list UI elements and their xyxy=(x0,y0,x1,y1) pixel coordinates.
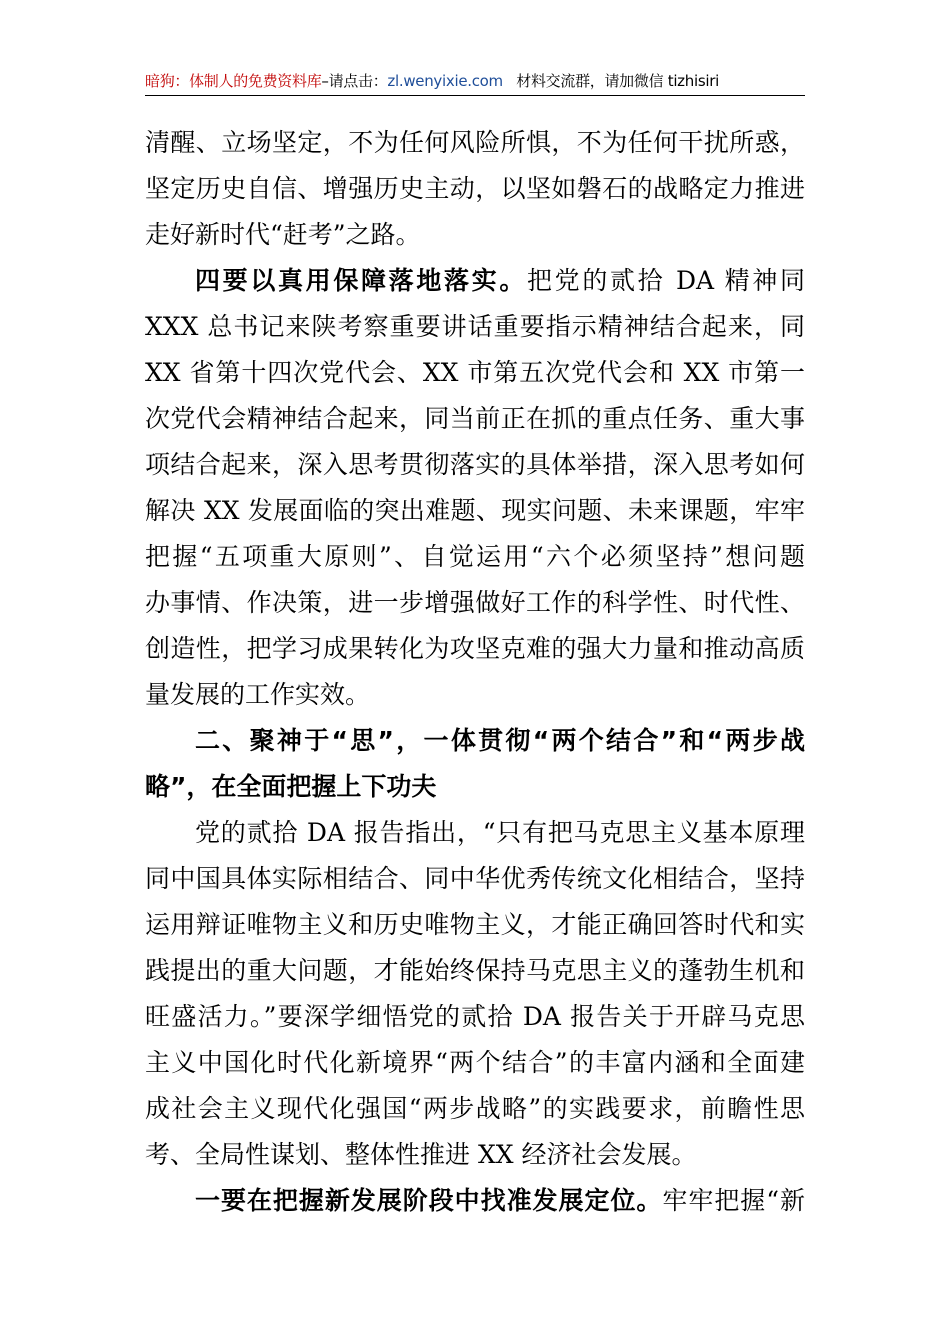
text-line: 走好新时代“赶考”之路。 xyxy=(145,220,421,249)
paragraph-lead-rest: 牢牢把握“新 xyxy=(662,1186,805,1215)
text-line: 成社会主义现代化强国“两步战略”的实践要求，前瞻性思 xyxy=(145,1094,805,1123)
text-line: XXX 总书记来陕考察重要讲话重要指示精神结合起来，同 xyxy=(145,312,805,341)
document-body xyxy=(145,120,805,1224)
text-line: 坚定历史自信、增强历史主动，以坚如磐石的战略定力推进 xyxy=(145,174,805,203)
paragraph-lead: 一要在把握新发展阶段中找准发展定位。 xyxy=(195,1186,663,1215)
document-header xyxy=(145,68,805,94)
group-label: 材料交流群，请加微信 tizhisiri xyxy=(516,72,719,90)
section-heading: 略”，在全面把握上下功夫 xyxy=(145,772,437,801)
text-line: 次党代会精神结合起来，同当前正在抓的重点任务、重大事 xyxy=(145,404,805,433)
paragraph-lead-rest: 把党的贰拾 DA 精神同 xyxy=(527,266,805,295)
paragraph-lead: 四要以真用保障落地落实。 xyxy=(195,266,527,295)
text-line: 运用辩证唯物主义和历史唯物主义，才能正确回答时代和实 xyxy=(145,910,805,939)
text-line: 量发展的工作实效。 xyxy=(145,680,371,709)
text-line: 旺盛活力。”要深学细悟党的贰拾 DA 报告关于开辟马克思 xyxy=(145,1002,805,1031)
header-divider xyxy=(145,95,805,96)
text-line: 同中国具体实际相结合、同中华优秀传统文化相结合，坚持 xyxy=(145,864,805,893)
section-heading: 二、聚神于“思”，一体贯彻“两个结合”和“两步战 xyxy=(195,726,805,755)
text-line: 解决 XX 发展面临的突出难题、现实问题、未来课题，牢牢 xyxy=(145,496,805,525)
text-line: 创造性，把学习成果转化为攻坚克难的强大力量和推动高质 xyxy=(145,634,805,663)
text-line: 项结合起来，深入思考贯彻落实的具体举措，深入思考如何 xyxy=(145,450,805,479)
text-line: 把握“五项重大原则”、自觉运用“六个必须坚持”想问题 xyxy=(145,542,805,571)
paragraph-lead-line xyxy=(145,258,805,304)
text-line: 考、全局性谋划、整体性推进 XX 经济社会发展。 xyxy=(145,1140,697,1169)
text-line: 清醒、立场坚定，不为任何风险所惧，不为任何干扰所惑， xyxy=(145,128,805,157)
text-line: 办事情、作决策，进一步增强做好工作的科学性、时代性、 xyxy=(145,588,805,617)
site-url-link[interactable]: zl.wenyixie.com xyxy=(387,72,503,90)
paragraph-lead-line xyxy=(145,1178,805,1224)
text-line: XX 省第十四次党代会、XX 市第五次党代会和 XX 市第一 xyxy=(145,358,805,387)
text-line: 党的贰拾 DA 报告指出，“只有把马克思主义基本原理 xyxy=(195,818,805,847)
text-line: 主义中国化时代化新境界“两个结合”的丰富内涵和全面建 xyxy=(145,1048,805,1077)
site-label: 暗狗：体制人的免费资料库 xyxy=(145,72,322,90)
text-line: 践提出的重大问题，才能始终保持马克思主义的蓬勃生机和 xyxy=(145,956,805,985)
click-label: –请点击： xyxy=(321,72,388,90)
